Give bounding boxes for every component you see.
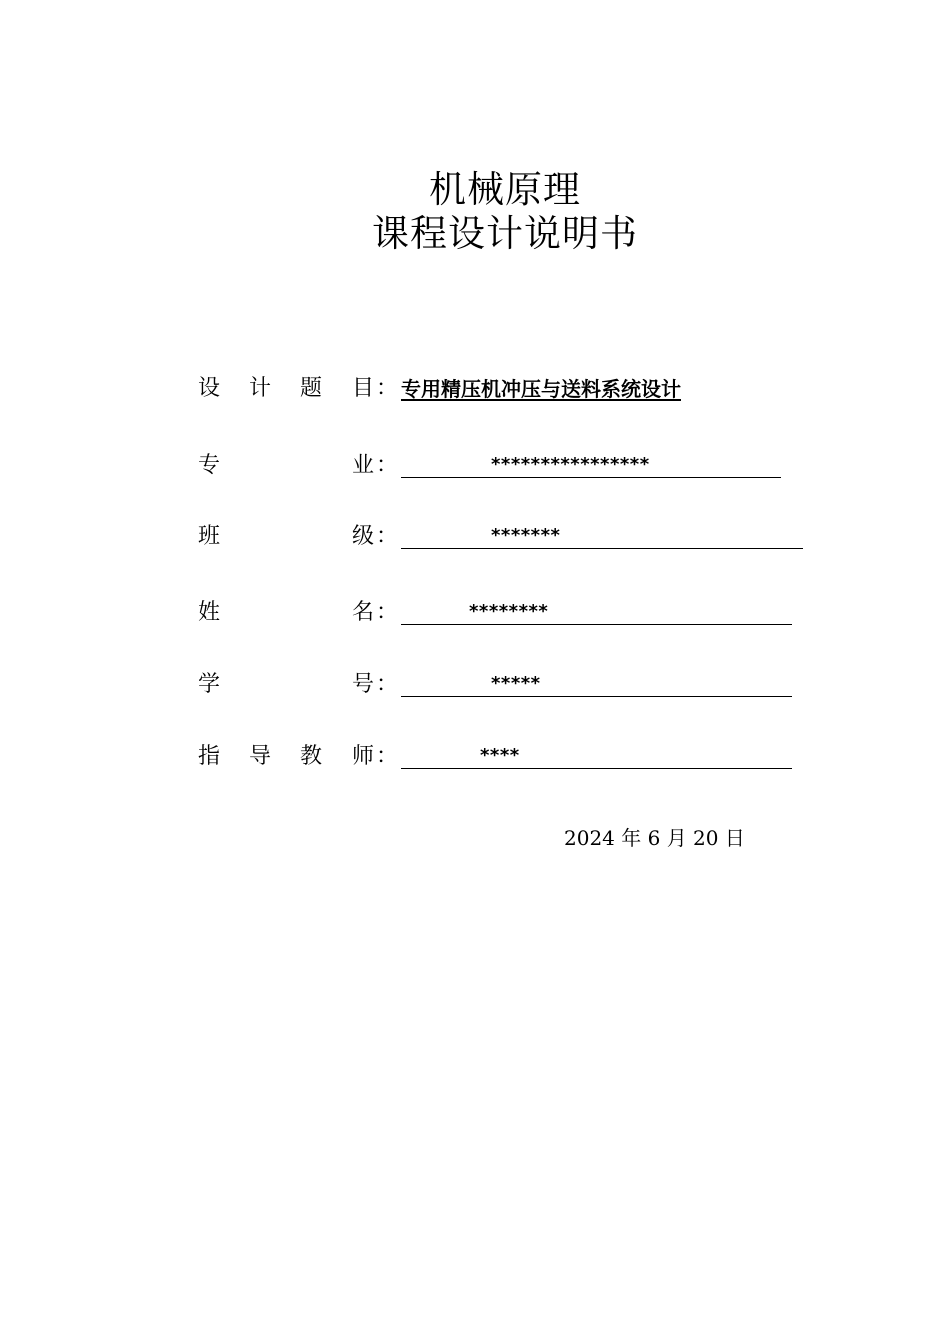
- label-advisor-char-2: 导: [249, 744, 272, 769]
- class-value: *******: [491, 525, 561, 546]
- field-row-subject: [198, 374, 818, 404]
- label-class-char-1: 班: [198, 524, 221, 549]
- major-value: ****************: [491, 454, 650, 475]
- label-subject-char-1: 设: [198, 376, 221, 401]
- label-advisor-char-1: 指: [198, 744, 221, 769]
- label-name-char-1: 姓: [198, 600, 221, 625]
- label-major-char-1: 专: [198, 453, 221, 478]
- advisor-value: ****: [480, 745, 520, 766]
- label-student-id-colon: ：: [376, 672, 399, 697]
- label-major-colon: ：: [376, 453, 399, 478]
- label-subject-char-4: 目: [352, 376, 375, 401]
- student-id-underline: [401, 674, 792, 697]
- label-name-colon: ：: [376, 600, 399, 625]
- document-title-line-2: 课程设计说明书: [372, 212, 638, 255]
- label-class-char-2: 级: [352, 524, 375, 549]
- document-title-line-1: 机械原理: [429, 168, 581, 211]
- label-subject-char-2: 计: [249, 376, 272, 401]
- major-underline: [401, 455, 781, 478]
- label-name-char-2: 名: [352, 600, 375, 625]
- field-row-class: [198, 522, 818, 552]
- document-date: 2024 年 6 月 20 日: [564, 826, 745, 850]
- field-row-major: [198, 451, 818, 481]
- field-row-name: [198, 598, 818, 628]
- label-subject-colon: ：: [376, 376, 399, 401]
- name-underline: [401, 602, 792, 625]
- label-major-char-2: 业: [352, 453, 375, 478]
- advisor-underline: [401, 746, 792, 769]
- name-value: ********: [469, 601, 549, 622]
- label-student-id-char-2: 号: [352, 672, 375, 697]
- label-advisor-char-4: 师: [352, 744, 375, 769]
- subject-value: 专用精压机冲压与送料系统设计: [401, 377, 681, 401]
- field-row-advisor: [198, 742, 818, 772]
- label-advisor-colon: ：: [376, 744, 399, 769]
- label-subject-char-3: 题: [300, 376, 323, 401]
- class-underline: [401, 526, 803, 549]
- label-class-colon: ：: [376, 524, 399, 549]
- label-advisor-char-3: 教: [300, 744, 323, 769]
- field-row-student-id: [198, 670, 818, 700]
- label-student-id-char-1: 学: [198, 672, 221, 697]
- student-id-value: *****: [491, 673, 541, 694]
